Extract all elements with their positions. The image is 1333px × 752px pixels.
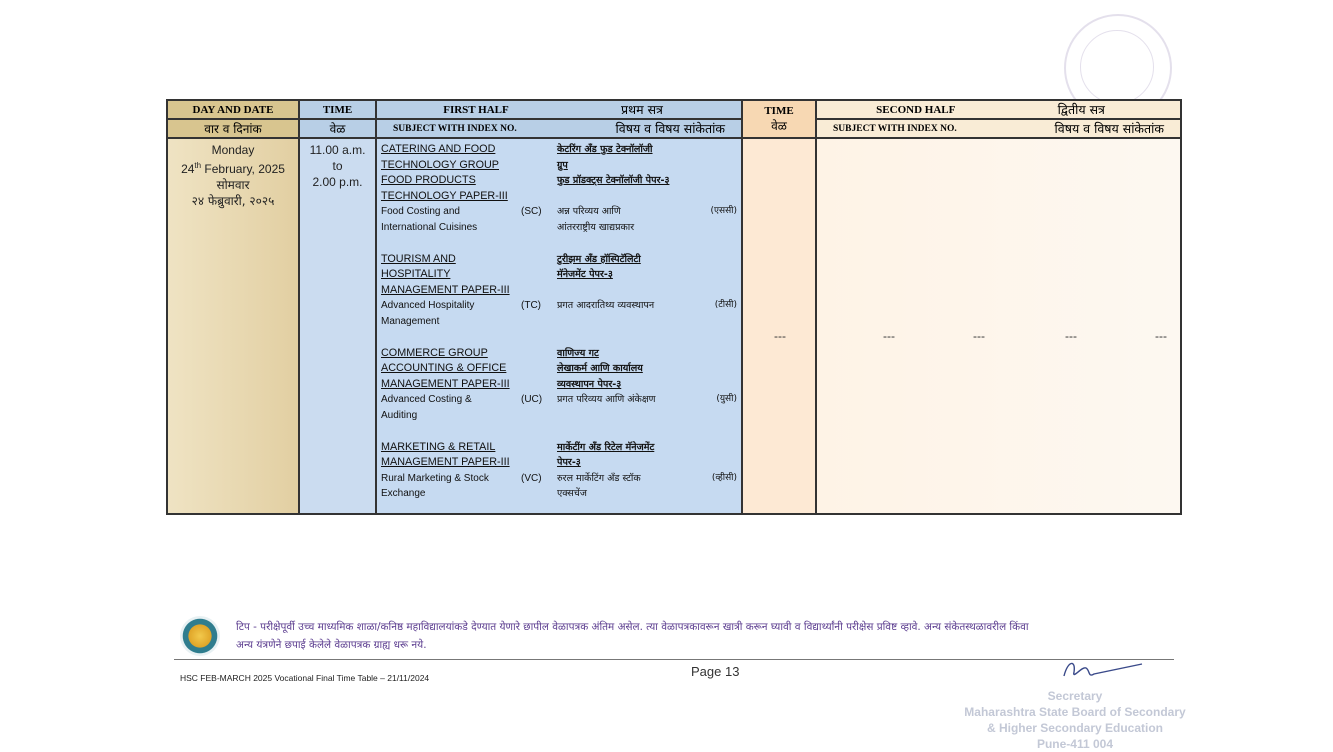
subject-marathi (557, 252, 737, 330)
subject-name-mr: अन्न परिव्यय आणि (557, 206, 621, 218)
group-heading-en: MANAGEMENT PAPER-III (381, 377, 510, 390)
placeholder-dash: --- (973, 329, 985, 343)
subject-group (381, 346, 737, 424)
header-subject-second (816, 119, 1181, 138)
subject-code-mr: (टीसी) (714, 300, 737, 311)
group-heading-en: CATERING AND FOOD (381, 143, 496, 155)
time2-mr: वेळ (771, 118, 787, 133)
group-heading-en: TECHNOLOGY GROUP (381, 158, 499, 171)
subject-group (381, 252, 737, 330)
subject2-mr: विषय व विषय सांकेतांक (1054, 121, 1164, 136)
subject-marathi (557, 142, 737, 236)
group-heading-en: MANAGEMENT PAPER-III (381, 283, 510, 296)
second-half-en: SECOND HALF (876, 103, 956, 116)
group-heading-mr: फुड प्रॉडक्ट्स टेक्नॉलॉजी पेपर-३ (557, 175, 670, 187)
subject-code-en: (VC) (521, 472, 542, 484)
header-time: TIME (299, 100, 376, 119)
placeholder-dash: --- (883, 329, 895, 343)
group-heading-en: ACCOUNTING & OFFICE (381, 362, 507, 375)
subject-name-en: International Cuisines (381, 221, 478, 233)
second-time-cell (742, 138, 816, 514)
subject-name-en: Advanced Costing & (381, 394, 472, 406)
subject-english (381, 440, 557, 502)
day-mr: सोमवार (216, 178, 250, 192)
group-heading-mr: लेखाकर्म आणि कार्यालय (557, 363, 643, 375)
first-half-subjects (376, 138, 742, 514)
header-time-mr: वेळ (299, 119, 376, 138)
group-heading-en: MARKETING & RETAIL (381, 440, 496, 453)
group-heading-en: TECHNOLOGY PAPER-III (381, 189, 508, 202)
subject-name-mr: एक्सचेंज (557, 488, 587, 500)
footer-divider (174, 659, 1174, 660)
group-heading-en: FOOD PRODUCTS (381, 174, 476, 187)
header-first-half (376, 100, 742, 119)
secretary-stamp: Secretary Maharashtra State Board of Secondary & Higher Secondary Education Pune-411 004 (964, 689, 1186, 751)
time2-en: TIME (764, 104, 794, 117)
subject-marathi (557, 440, 737, 502)
subject-name-en: Food Costing and (381, 206, 460, 218)
subject-code-en: (SC) (521, 206, 542, 218)
subject-name-en: Rural Marketing & Stock (381, 472, 489, 484)
placeholder-dash: --- (1155, 329, 1167, 343)
subject-name-mr: प्रगत परिव्यय आणि अंकेक्षण (557, 394, 656, 406)
subject-name-mr: रुरल मार्केटिंग अँड स्टॉक (557, 472, 641, 484)
subject2-en: SUBJECT WITH INDEX NO. (833, 123, 957, 134)
footer-doc-title: HSC FEB-MARCH 2025 Vocational Final Time Table – 21/11/2024 (180, 673, 430, 683)
second-half-subjects (816, 138, 1181, 514)
placeholder-dash: --- (1065, 329, 1077, 343)
time-end: 2.00 p.m. (312, 175, 363, 189)
date-en: 24th February, 2025 (181, 161, 285, 176)
group-heading-en: HOSPITALITY (381, 268, 451, 281)
subject-name-en: Auditing (381, 409, 418, 421)
subject-code-en: (UC) (521, 394, 543, 406)
group-heading-mr: वाणिज्य गट (557, 347, 599, 359)
day-en: Monday (211, 143, 255, 157)
group-heading-mr: व्यवस्थापन पेपर-३ (557, 378, 622, 390)
group-heading-mr: मार्केटींग अँड रिटेल मॅनेजमेंट (557, 441, 655, 453)
group-heading-mr: मॅनेजमेंट पेपर-३ (557, 269, 613, 281)
subject-code-mr: (व्हीसी) (711, 472, 737, 483)
note-line-1: टिप - परीक्षेपूर्वी उच्च माध्यमिक शाळा/कनिष्ठ महाविद्यालयांकडे देण्यात येणारे छापील वेळापत्रक अंतिम असेल. त्या वेळापत्रकावरून खात्री करून घ्यावी व विद्यार्थ्यांनी परीक्षेस प्रविष्ट व्हावे. अन्य संकेतस्थळावरील किंवा (236, 621, 1029, 633)
subject-name-en: Advanced Hospitality (381, 300, 475, 312)
time-cell (299, 138, 376, 514)
header-day-date-mr: वार व दिनांक (167, 119, 299, 138)
group-heading-en: TOURISM AND (381, 252, 456, 265)
header-subject-first (376, 119, 742, 138)
subject-name-mr: आंतरराष्ट्रीय खाद्यप्रकार (557, 221, 635, 233)
subject-group (381, 142, 737, 236)
header-time-2 (742, 100, 816, 138)
subject-en: SUBJECT WITH INDEX NO. (393, 123, 517, 134)
note-line-2: अन्य यंत्रणेने छपाई केलेले वेळापत्रक ग्राह्य धरू नये. (236, 639, 427, 651)
time-start: 11.00 a.m. (309, 143, 366, 157)
subject-marathi (557, 346, 737, 424)
subject-name-en: Management (381, 315, 440, 327)
group-heading-en: COMMERCE GROUP (381, 346, 488, 359)
group-heading-en: MANAGEMENT PAPER-III (381, 456, 510, 469)
subject-group (381, 440, 737, 502)
subject-english (381, 142, 557, 236)
group-heading-mr: ग्रुप (557, 159, 568, 171)
subject-code-mr: (एससी) (710, 206, 737, 217)
first-half-en: FIRST HALF (443, 103, 509, 116)
first-half-mr: प्रथम सत्र (621, 102, 663, 117)
subject-name-mr: प्रगत आदरातिथ्य व्यवस्थापन (557, 300, 655, 312)
subject-code-mr: (युसी) (716, 394, 737, 405)
group-heading-mr: टुरीझम अँड हॉस्पिटॅलिटी (557, 253, 641, 265)
placeholder-dash: --- (774, 329, 786, 343)
group-heading-mr: पेपर-३ (557, 457, 581, 469)
footer-note (236, 618, 1176, 654)
time-to: to (332, 159, 343, 173)
subject-english (381, 252, 557, 330)
second-half-mr: द्वितीय सत्र (1057, 102, 1105, 117)
subject-code-en: (TC) (521, 300, 541, 312)
group-heading-mr: केटरिंग अँड फुड टेक्नॉलॉजी (557, 144, 653, 155)
signature (1058, 654, 1148, 688)
subject-name-en: Exchange (381, 488, 426, 500)
date-cell (167, 138, 299, 514)
date-mr: २४ फेब्रुवारी, २०२५ (191, 194, 275, 208)
header-day-date: DAY AND DATE (167, 100, 299, 119)
timetable (166, 99, 1182, 515)
subject-mr: विषय व विषय सांकेतांक (615, 121, 725, 136)
board-logo (180, 616, 220, 656)
page-number: Page 13 (691, 664, 740, 679)
header-second-half (816, 100, 1181, 119)
subject-english (381, 346, 557, 424)
